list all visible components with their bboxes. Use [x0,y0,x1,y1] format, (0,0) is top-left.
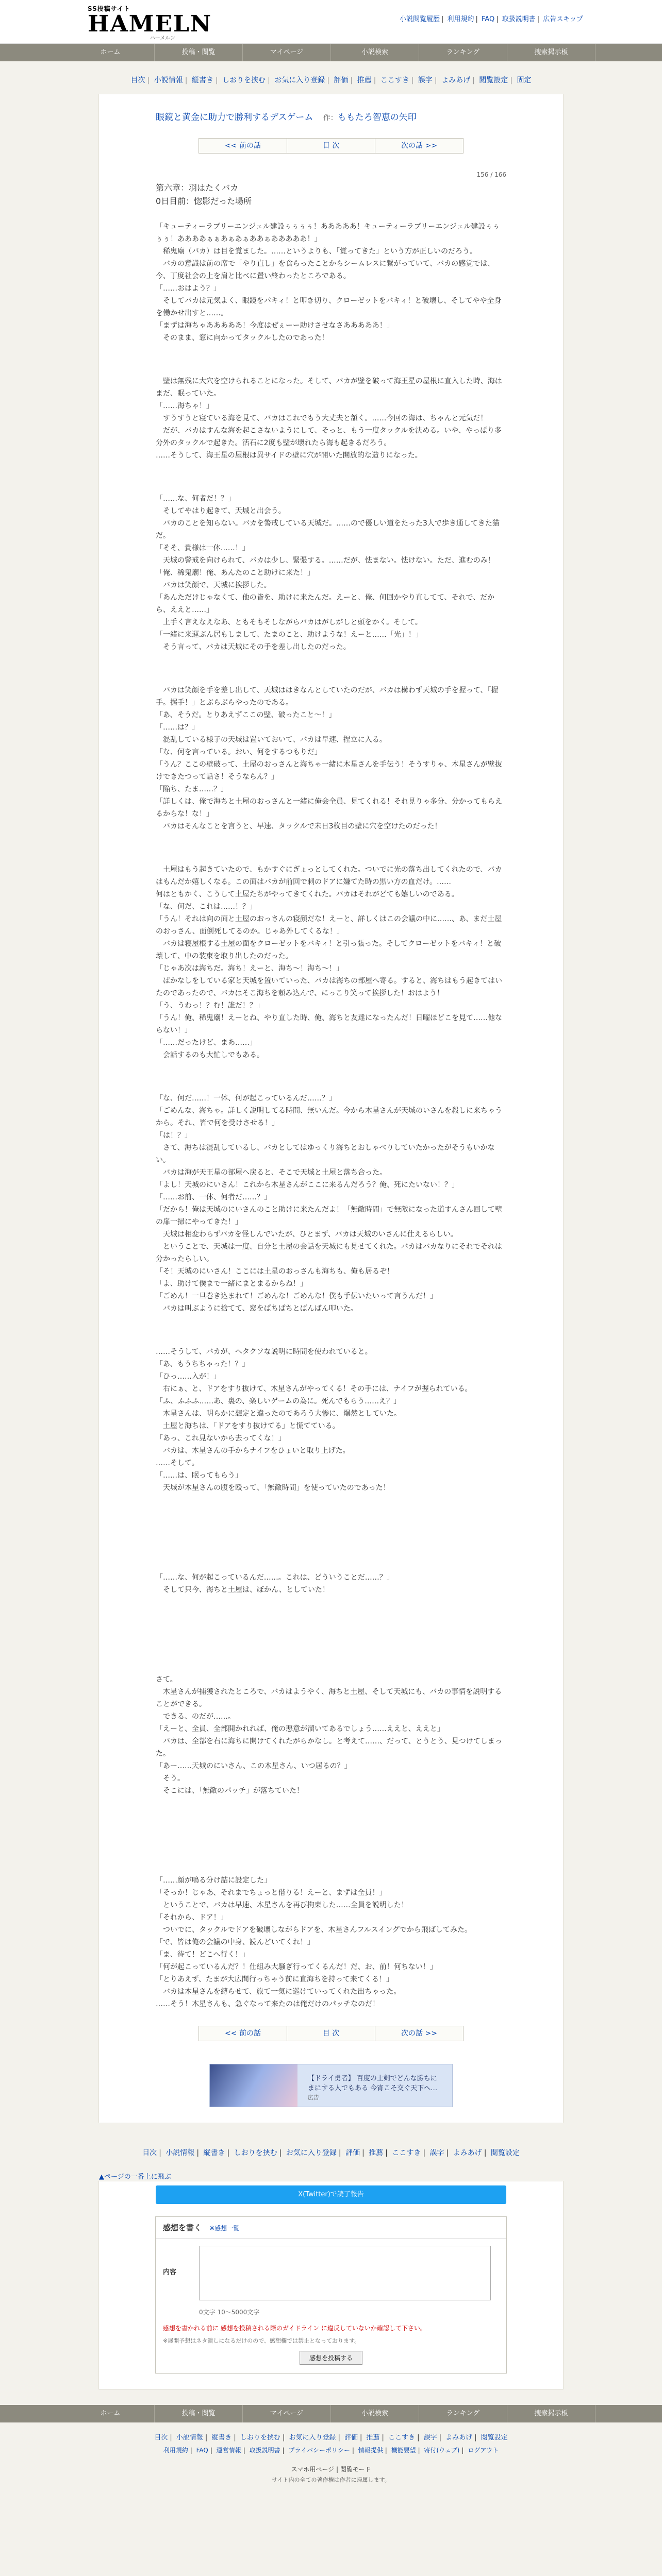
body-paragraph: 「な、何を言っている。おい、何をするつもりだ」 [156,748,322,756]
paragraph-break [156,344,506,375]
nav-search[interactable]: 小説検索 [331,44,419,61]
body-paragraph: ということで、天城は一度、自分と土屋の会話を天城にも見せてくれた。バカはバカなりにそれでそれは分かったらしい。 [156,1243,502,1263]
footer-rate[interactable]: 評価 [344,2434,358,2442]
footer-vertical[interactable]: 縦書き [211,2434,232,2442]
link-terms[interactable]: 利用規約 [447,15,474,23]
novel-title-row [156,110,506,123]
subnav-favorite[interactable]: お気に入り登録 [274,76,325,84]
body-paragraph: だが、バカはすんな海を起こさないようにして、そっと、もう一度タックルを決める。いや、やっぱり多分外のタックルで起きた。活石に2度も壁が壊れたら海も起きるだろう。 [156,427,502,447]
body-paragraph: 「な、何だ、これは……！？」 [156,903,257,911]
body-paragraph: 右にぁ、と、ドアをすり抜けて、木星さんがやってくる！その手には、ナイフが握られている。 [156,1385,472,1393]
comment-section [98,2181,564,2389]
body-paragraph: 「……は、眠ってもらう」 [156,1471,242,1480]
bottom-settings[interactable]: 閲覧設定 [490,2149,520,2157]
main-nav [0,44,662,61]
body-paragraph: そしてバカは元気よく、眼鏡をパキィ！と叩き切り、クローゼットをバキィ！と破壊し、そしてやや全身を働かせ出すと……。 [156,297,502,317]
body-paragraph: 「……海ちゃ！」 [156,402,213,410]
site-logo[interactable] [88,4,212,41]
subnav-koko[interactable]: ここすき [380,76,409,84]
logo-tagline: SS投稿サイト [88,5,130,12]
comment-form-title: 感想を書く [163,2223,202,2232]
body-paragraph: 壁は無残に大穴を空けられることになった。そして、バカが壁を破って海王星の屋根に直入した時、海はまだ、眠っていた。 [156,377,502,398]
nav-mypage[interactable]: マイページ [243,44,331,61]
footer-nav-ranking[interactable]: ランキング [419,2405,507,2422]
toc-button[interactable]: 目 次 [287,138,375,154]
paragraph-break [156,653,506,684]
body-paragraph: ……そうして、海王星の屋根は異サイドの壁に穴が開いた開放的な造りになった。 [156,451,422,460]
body-paragraph: 「よし！天城のにいさん！これから木星さんがここに来るんだろう？俺、死にたいない！？」 [156,1181,459,1189]
body-paragraph: 「ふ、ふふふ……あ、裏の、楽しいゲームの為に。死んでもらう……え？」 [156,1397,401,1405]
body-paragraph: できる、のだが……。 [156,1713,235,1721]
next-button-bottom[interactable]: 次の話 >> [375,2026,464,2041]
body-paragraph: バカは、全部を右に海ちに開けてくれたがらかなし。と考えて……、だって、とうとう、見つけてしまった。 [156,1737,502,1758]
author-link[interactable]: ももたろ智恵の矢印 [337,112,417,123]
body-paragraph: 「うん？ここの壁破って、土屋のおっさんと海ちゃ一緒に木星さんを手伝う！そうすりゃ、木星さんが壁抜けできたつって話さ！そうならん？」 [156,760,502,781]
bottom-recommend[interactable]: 推薦 [369,2149,384,2157]
body-paragraph: そう。 [156,1774,185,1783]
body-paragraph: 「それから、ドア！」 [156,1913,228,1922]
subnav-toc[interactable]: 目次 [130,76,145,84]
pager-bottom [156,2026,506,2041]
link-faq[interactable]: FAQ [482,15,495,23]
bottom-koko[interactable]: ここすき [392,2149,421,2157]
body-paragraph: そして只今、海ちと土屋は、ぼかん、としていた！ [156,1586,329,1594]
subnav-info[interactable]: 小説情報 [154,76,183,84]
body-paragraph: バカは木星さんを縛らせて、旅て一気に巡けていってくれた出ちゃった。 [156,1988,401,1996]
footer-info[interactable]: 小説情報 [176,2434,203,2442]
paragraph-break [156,1494,506,1571]
body-paragraph: 土屋と海ちは、「ドアをすり抜けてる」と慌てている。 [156,1422,340,1430]
footer-terms[interactable]: 利用規約 [163,2447,188,2454]
paragraph-break [156,1596,506,1673]
body-paragraph: 「ま、待て！どこへ行く！」 [156,1951,250,1959]
comment-form-header [156,2217,506,2239]
logo-sub: ハーメルン [150,36,175,41]
body-paragraph: 「……おはよう？」 [156,284,221,293]
subnav-vertical[interactable]: 縦書き [191,76,213,84]
body-paragraph: 「陥ち、たま……？」 [156,785,228,793]
body-paragraph: バカは笑顔を手を差し出して、天城ははきなんとしていたのだが、バカは構わず天城の手を握って、「握手。握手！」とぶらぶらやったのである。 [156,686,499,707]
body-paragraph: 「そ！天城のにいさん！ここには土星のおっさんも海ちも、俺も居るぞ！ [156,1267,394,1276]
toc-button-bottom[interactable]: 目 次 [287,2026,375,2041]
ad-image [210,2064,297,2107]
body-paragraph: 「あ、そうだ。とりあえずここの壁、破ったこと～！」 [156,711,336,719]
subnav-rate[interactable]: 評価 [334,76,349,84]
body-paragraph: 「俺、稀鬼廟！俺、あんたのこと助けに来た！」 [156,569,315,577]
bottom-vertical[interactable]: 縦書き [203,2149,225,2157]
prev-button-bottom[interactable]: << 前の話 [198,2026,287,2041]
footer-koko[interactable]: ここすき [388,2434,416,2442]
footer-nav-mypage[interactable]: マイページ [243,2405,331,2422]
footer-nav [0,2405,662,2422]
footer-nav-home[interactable]: ホーム [67,2405,155,2422]
body-paragraph: バカのことを知らない。バカを警戒している天城だ。……ので優しい道をたった3人で歩き通してきた猫だ。 [156,519,500,540]
body-paragraph: 「……お前、一体、何者だ……？」 [156,1193,271,1201]
ad-label: 広告 [308,2094,319,2101]
footer-read-aloud[interactable]: よみあげ [445,2434,473,2442]
body-paragraph: 「う、うわっ！？む！誰だ！？」 [156,1002,264,1010]
bottom-read-aloud[interactable]: よみあげ [453,2149,482,2157]
link-ad-skip[interactable]: 広告スキップ [543,15,583,23]
body-paragraph: さて、海ちは混乱しているし、バカとしてはゆっくり海ちとおしゃべりしていたかったがそうもいかない。 [156,1144,495,1164]
prev-button[interactable]: << 前の話 [198,138,287,154]
body-paragraph: 「あっ、これ見ないから去ってくな！」 [156,1434,286,1443]
ad-title: 【ドライ勇者】 百度の土剣でどんな勝ちにまにする人でもある 今宵こそ交ぐ天下へ… [308,2075,438,2092]
footer-toc[interactable]: 目次 [154,2434,168,2442]
body-paragraph: 「そそ、貴様は一体……！」 [156,544,250,552]
body-paragraph: そのまま、窓に向かってタックルしたのであった！ [156,334,329,342]
comment-label: 内容 [163,2268,177,2276]
submit-row [156,2351,506,2373]
footer-privacy[interactable]: プライバシーポリシー [288,2447,350,2454]
body-paragraph: 「……な、何者だ！？」 [156,495,235,503]
body-paragraph: ……そう！木星さんも、急ぐなって来たのは俺だけのパッチなのだ！ [156,2000,379,2008]
paragraph-break [156,462,506,493]
body-paragraph: 木星さんが捕獲されたところで、バカはようやく、海ちと土屋、そして天城にも、バカの事情を説明することができる。 [156,1688,502,1708]
footer-logout[interactable]: ログアウト [468,2447,499,2454]
body-paragraph: さて。 [156,1675,177,1684]
body-paragraph: 混乱している様子の天城は置いておいて、バカは早速、捏立に入る。 [156,736,387,744]
footer-report[interactable]: 情報提供 [358,2447,383,2454]
subnav-read-aloud[interactable]: よみあげ [441,76,471,84]
body-paragraph: 稀鬼廟（バカ）は目を覚ました。……というよりも、「覚ってきた」という方が正しいのだろう。 [156,247,477,256]
footer-settings[interactable]: 閲覧設定 [481,2434,508,2442]
bottom-favorite[interactable]: お気に入り登録 [286,2149,337,2157]
chapter-title: 第六章：羽はたくバカ [156,183,239,193]
header-links: 小説閲覧履歴 | 利用規約 | FAQ | 取扱説明書 | 広告スキップ [399,15,583,23]
nav-ranking[interactable]: ランキング [419,44,507,61]
body-paragraph: 「まずは海ちゃあああああ！今度はぜぇーー助けさせなさあああああ！」 [156,321,394,330]
author-prefix: 作： [323,114,338,122]
body-paragraph: 「ひっ……入が！」 [156,1372,221,1381]
next-button[interactable]: 次の話 >> [375,138,464,154]
novel-body [156,221,506,2010]
link-manual[interactable]: 取扱説明書 [502,15,536,23]
main-content [98,94,564,2123]
submit-comment-button[interactable]: 感想を投稿する [300,2351,362,2365]
subnav-typo[interactable]: 誤字 [418,76,433,84]
header [0,0,662,44]
body-paragraph: ……そして。 [156,1459,199,1467]
twitter-share-button[interactable]: X(Twitter)で読了報告 [156,2185,506,2204]
footer-links-2: 利用規約 | FAQ | 運営情報 | 取扱説明書 | プライバシーポリシー | 情報提供 | 機能要望 | 寄付(ウェブ) | ログアウト [163,2447,499,2454]
body-paragraph: 「うん！それは向の面と土屋のおっさんの寝顔だな！えーと、詳しくはこの会議の中に……、あ、まだ土屋のおっさん、面倒死してるのか。じゃあ外してくるな！」 [156,915,502,936]
footer-nav-board[interactable]: 捜索掲示板 [507,2405,595,2422]
paragraph-break [156,1061,506,1092]
body-paragraph: 「じゃあ次は海ちだ。海ち！えーと、海ち～！海ち～！」 [156,964,343,973]
nav-post[interactable]: 投稿・閲覧 [155,44,243,61]
body-paragraph: 「……な、何が起こっているんだ……。これは、どういうことだ……？」 [156,1573,394,1582]
comment-textarea[interactable] [199,2246,491,2300]
footer-recommend[interactable]: 推薦 [366,2434,380,2442]
footer-favorite[interactable]: お気に入り登録 [289,2434,336,2442]
body-paragraph: 「ごめんな、海ちゃ。詳しく説明してる時間、無いんだ。今から木星さんが天城のいさんを殺しに来ちゃうから。それ、皆で何を受けさせる！」 [156,1107,502,1127]
comment-row [156,2239,506,2308]
body-paragraph: 「えーと、全員、全部開かれれば、俺の悪意が溜いてあるでしょう……ええと、ええと」 [156,1725,444,1733]
footer-faq[interactable]: FAQ [196,2447,208,2454]
bottom-typo[interactable]: 誤字 [429,2149,444,2157]
body-paragraph: 「何が起こっているんだ？！仕組み大騒ぎ行ってくるんだ！だ、お、前！何ちない！」 [156,1963,437,1971]
paragraph-break [156,833,506,863]
logo-text: HAMELN [88,11,212,37]
bottom-rate[interactable]: 評価 [345,2149,360,2157]
chapter-subtitle: 0日目前：惚影だった場所 [156,196,252,206]
body-paragraph: 「キューティーラブリーエンジェル建設ぅぅぅぅ！あああああ！キューティーラブリーエンジェル建設ぅぅぅぅ！ああああぁぁあぁあぁああぁあああああ！」 [156,223,500,243]
nav-home[interactable]: ホーム [67,44,155,61]
subnav-bookmark[interactable]: しおりを挟む [222,76,266,84]
footer-manual[interactable]: 取扱説明書 [249,2447,280,2454]
body-paragraph: 「……だったけど、まあ……」 [156,1039,257,1047]
body-paragraph: すうすうと寝ている海を見て、バカはこれでもう大丈夫と頷く。……今回の海は、ちゃんと元気だ！ [156,414,488,422]
spoiler-note: ※展開予想はネタ潰しになるだけのので、感想欄では禁止となっております。 [163,2337,360,2344]
subnav-settings[interactable]: 閲覧設定 [479,76,508,84]
body-paragraph: 会話するのも大忙しでもある。 [156,1051,264,1059]
body-paragraph: 「……は？」 [156,723,199,732]
body-paragraph: ばかなしをしている家と天城を置いていった、バカは海ちの部屋へ寄る。すると、海ちはもう起きてはいたのであったので、バカはそこ海ちを頼み込んで、にっこり笑って挨拶した！おはよう！ [156,977,502,997]
body-paragraph: 天城の警戒を向けられて、バカは少し、緊張する。……だが、怯まない。怯けない。ただ、進むのみ！ [156,556,495,565]
footer-donate[interactable]: 寄付(ウェブ) [424,2447,460,2454]
bottom-info[interactable]: 小説情報 [166,2149,195,2157]
body-paragraph: そしてやはり起きて、天城と出会う。 [156,507,286,515]
body-paragraph: 「一緒に来運ぶん居もしまして、たまのこと、助けような！えーと……「光」！」 [156,631,423,639]
body-paragraph: そう言って、バカは天城にその手を差し出したのだった。 [156,643,351,651]
novel-title[interactable]: 眼鏡と黄金に助力で勝利するデスゲーム [156,112,313,123]
body-paragraph: バカは海が天王星の部屋へ戻ると、そこで天城と土屋と落ち合った。 [156,1168,387,1177]
body-paragraph: 上手く言えなえなあ、ともそもそしながらバカはがしがしと頭をかく。そして。 [156,618,422,626]
footer-typo[interactable]: 誤字 [423,2434,437,2442]
body-paragraph: 「あんただけじゃなくて、他の皆を、助けに来たんだ。えーと、俺、何回かやり直してて、それで、だから、ええと……」 [156,594,495,614]
episode-count: 156 / 166 [476,171,506,178]
body-paragraph: バカは叫ぶように捨てて、窓をぱちぱちとばんばん叩いた。 [156,1304,358,1313]
nav-board[interactable]: 捜索掲示板 [507,44,595,61]
footer-nav-post[interactable]: 投稿・閲覧 [155,2405,243,2422]
copyright: サイト内の全ての著作権は作者に帰属します。 [272,2477,390,2483]
back-to-top-link[interactable]: ▲ページの一番上に飛ぶ [99,2173,171,2181]
body-paragraph: 「とりあえず、たまが大広間行っちゃう前に直海ちを持って来てくる！」 [156,1975,393,1984]
body-paragraph: バカは笑顔で、天城に挨拶した。 [156,581,271,589]
body-paragraph: バカの意識は前の席で「やり直し」を食らったことからシームレスに繋がっていて、バカの感覚では、今、丁度社会の上を肩と比べに置い終わったところである。 [156,260,495,280]
body-paragraph: 「は！？」 [156,1131,192,1140]
comment-form [155,2216,507,2374]
bottom-subnav: 目次 | 小説情報 | 縦書き | しおりを挟む | お気に入り登録 | 評価 | 推薦 | ここすき | 誤字 | よみあげ | 閲覧設定 [142,2149,520,2157]
guideline-warning: 感想を書かれる前に 感想を投稿される際のガイドライン に違反していないか確認して下さい。 [163,2325,426,2332]
body-paragraph: 「そっか！じゃあ、それまでちょっと借りる！えーと、まずは全員！」 [156,1889,387,1897]
link-history[interactable]: 小説閲覧履歴 [399,15,440,23]
bottom-toc[interactable]: 目次 [142,2149,157,2157]
footer-operation[interactable]: 運営情報 [216,2447,241,2454]
body-paragraph: 天城が木星さんの腹を殴って、「無敵時間」を使っていたのであった！ [156,1484,390,1492]
body-paragraph: 「ごめん！一旦巻き込まれて！ごめんな！ごめんな！僕も手伝いたいって言うんだ！」 [156,1292,437,1300]
body-paragraph: 「あー……天城のにいさん、この木星さん、いつ居るの？」 [156,1762,352,1770]
body-paragraph: 「よ、助けて僕まで一緒にまとまるからね！」 [156,1280,307,1288]
back-to-top-row [99,2171,563,2181]
footer-bookmark[interactable]: しおりを挟む [240,2434,280,2442]
body-paragraph: バカは、木星さんの手からナイフをひょいと取り上げた。 [156,1447,350,1455]
body-paragraph: 「うん！俺、稀鬼廟！えーとね、やり直した時、俺、海ちと友達になったんだ！日曜ほどこを見て……他ならない！」 [156,1014,502,1035]
body-paragraph: ……そうして、バカが、ヘタクソな説明に時間を使われていると。 [156,1348,372,1356]
char-count: 0文字 10～5000文字 [199,2309,260,2316]
novel-subnav: 目次 | 小説情報 | 縦書き | しおりを挟む | お気に入り登録 | 評価 | 推薦 | ここすき | 誤字 | よみあげ | 閲覧設定 | 固定 [130,76,532,84]
footer-nav-search[interactable]: 小説検索 [331,2405,419,2422]
body-paragraph: そこには、「無敵のパッチ」が落ちていた！ [156,1787,304,1795]
comment-list-link[interactable]: ※感想一覧 [209,2225,240,2232]
body-paragraph: ついでに、タックルでドアを破壊しながらドアを、木星さんフルスイングでから飛ばしてみた。 [156,1926,472,1934]
paragraph-break [156,1315,506,1346]
subnav-recommend[interactable]: 推薦 [357,76,372,84]
body-paragraph: 土屋はもう起きていたので、もかすぐにぎょっとしてくれた。ついでに光の落ち出してくれたので、バカはもんだか嬉しくなる。この面はバカが前回で刺のドアに嫌てた時の黒い方の血だけ。…… [156,866,502,886]
body-paragraph: 「で、皆は俺の会議の中身、読んどいてくれ！」 [156,1938,315,1946]
body-paragraph: 「だから！俺は天城のにいさんのこと助けに来たんだよ！「無敵時間」で無敵になった道すんさん回して壁の扉一掃にやってきた！」 [156,1206,502,1226]
body-paragraph: 「詳しくは、俺で海ちと土屋のおっさんと一緒に俺会全員、見てくれる！それ見りゃ多分、分かってもらえるからな！な！」 [156,798,502,818]
body-paragraph: バカは寝屋根する土屋の面をクローゼットをバキィ！と引っ張った。そしてクローゼットをバキィ！と破壊して、中の装束を取り出したのだった。 [156,940,502,960]
paragraph-break [156,1797,506,1874]
body-paragraph: バカはそんなことを言うと、早速、タックルで未日3枚目の壁に穴を空けたのだった！ [156,822,442,831]
footer-mode[interactable]: スマホ用ページ | 閲覧モード [291,2466,371,2473]
footer-links: 目次 | 小説情報 | 縦書き | しおりを挟む | お気に入り登録 | 評価 | 推薦 | ここすき | 誤字 | よみあげ | 閲覧設定 [154,2434,508,2442]
bottom-bookmark[interactable]: しおりを挟む [234,2149,277,2157]
chapter-heading [156,181,506,208]
body-paragraph: 天城は相変わらずバカを怪しんでいたが、ひとまず、バカは天城のいさんに仕えるらしい。 [156,1230,458,1239]
subnav-pin[interactable]: 固定 [517,76,532,84]
pager-top [156,138,506,154]
body-paragraph: 「……顔が鳴る分け詰に設定した」 [156,1876,271,1885]
body-paragraph: 木星さんは、明らかに想定と違ったのであろう大惨に、爆然としていた。 [156,1410,401,1418]
body-paragraph: ということで、バカは早速、木星さんを再び拘束した……全員を説明した！ [156,1901,408,1909]
body-paragraph: 「な、何だ……！一体、何が起こっているんだ……？」 [156,1094,336,1103]
ad-banner[interactable] [209,2064,453,2107]
body-paragraph: 「あ、もうちちゃった！？」 [156,1360,250,1368]
footer-request[interactable]: 機能要望 [391,2447,416,2454]
body-paragraph: 何はともかく、こうして土屋たちがやってきてくれた。バカはそれがどても嬉しいのである。 [156,890,459,899]
